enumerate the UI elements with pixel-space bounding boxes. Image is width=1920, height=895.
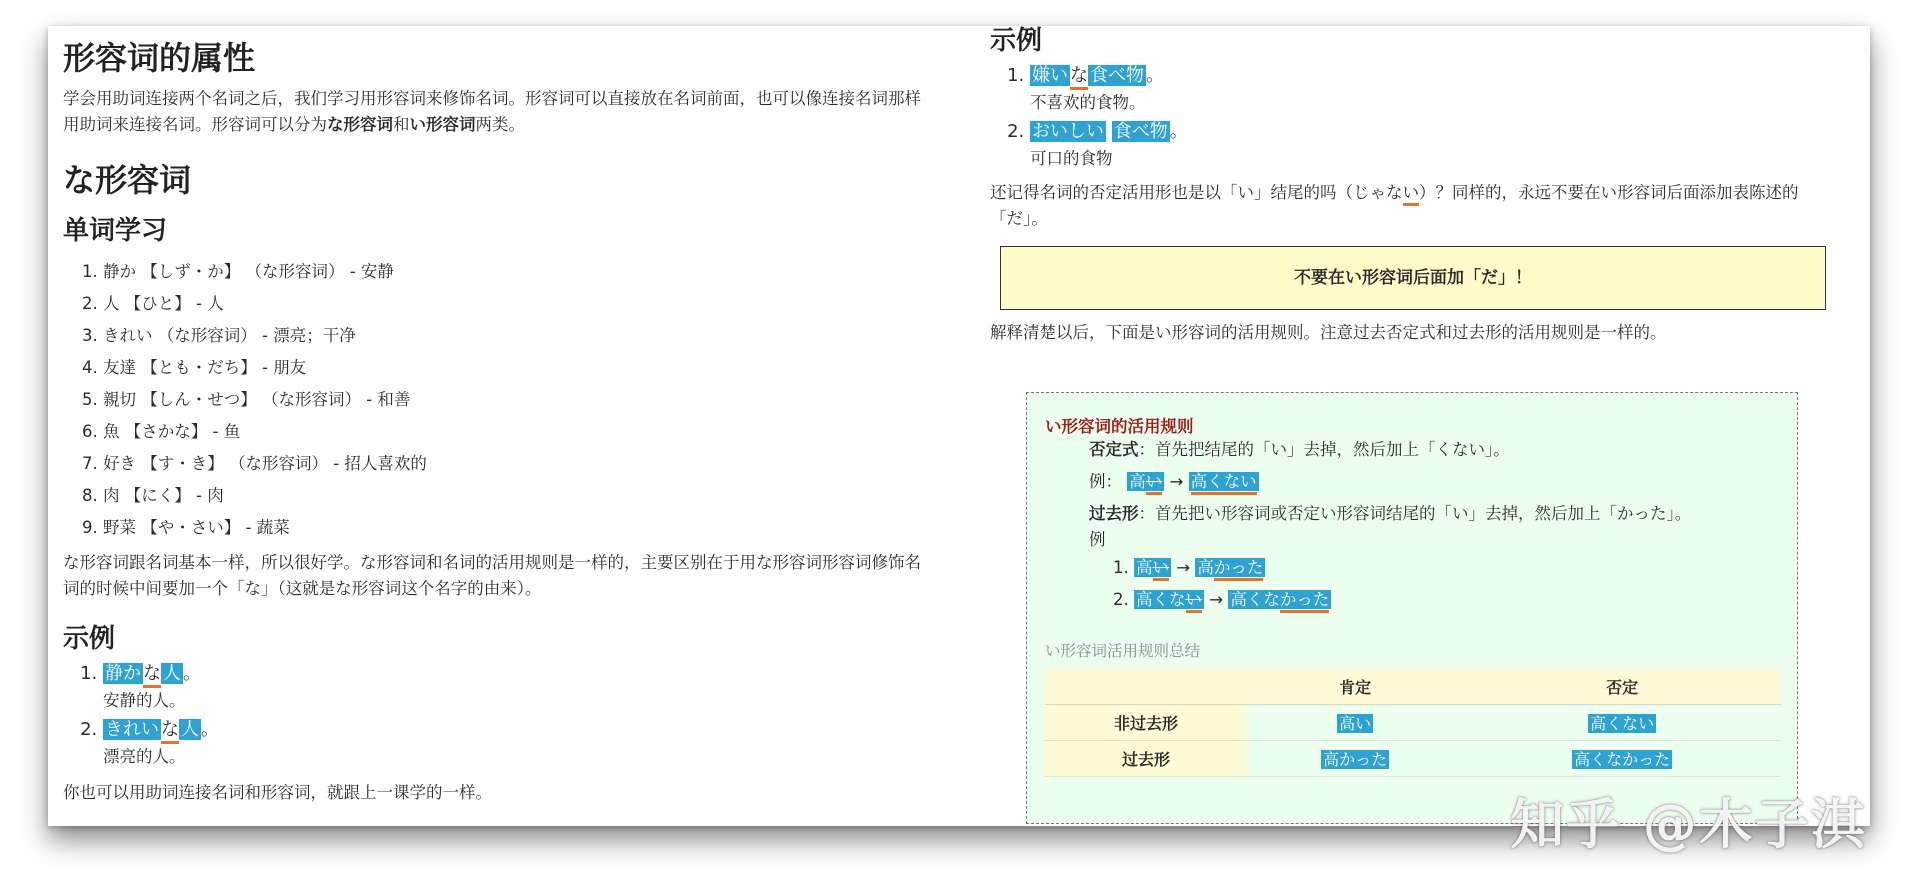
table-cell: 高くなかった: [1463, 741, 1781, 777]
adjective-highlight: 静か: [105, 663, 141, 684]
noun-highlight: 食べ物: [1090, 65, 1144, 86]
noun-highlight: 人: [163, 663, 181, 684]
vocab-item: 5. 親切 【しん・せつ】 （な形容词） - 和善: [103, 384, 923, 416]
section-title-na-adjective: な形容词: [63, 161, 192, 199]
particle-underline: な: [143, 663, 161, 688]
examples-list: [63, 660, 923, 770]
result-highlight: 高くなかった: [1228, 590, 1331, 609]
stem-highlight: 高い: [1127, 472, 1164, 491]
conjugation-rules-box: [1026, 392, 1798, 824]
past-example-label: 例: [1089, 530, 1106, 549]
table-cell: 高かった: [1247, 741, 1463, 777]
negative-rule: 否定式：首先把结尾的「い」去掉，然后加上「くない」。: [1089, 440, 1510, 459]
table-header-cell: 肯定: [1247, 669, 1463, 705]
example-translation: 可口的食物: [1030, 149, 1113, 168]
page-title: 形容词的属性: [63, 39, 256, 77]
example-translation: 漂亮的人。: [103, 747, 186, 766]
document-page: [48, 26, 1870, 826]
na-adjective-description: な形容词跟名词基本一样，所以很好学。な形容词和名词的活用规则是一样的，主要区别在于用な形容词形容词修饰名词的时候中间要加一个「な」（这就是な形容词这个名字的由来）。: [63, 553, 921, 598]
particle-underline: な: [1070, 65, 1088, 90]
vocab-item: 7. 好き 【す・き】 （な形容词） - 招人喜欢的: [103, 448, 923, 480]
result-highlight: 高かった: [1195, 558, 1265, 577]
row-label: 过去形: [1045, 741, 1247, 777]
examples-title: 示例: [63, 624, 116, 654]
adjective-highlight: きれい: [105, 719, 159, 740]
row-label: 非过去形: [1045, 705, 1247, 741]
table-header-row: [1045, 669, 1781, 705]
examples-title-right: 示例: [990, 26, 1043, 56]
rules-title: い形容词的活用规则: [1045, 417, 1194, 436]
stem-highlight: 高い: [1134, 558, 1171, 577]
negative-example: 例： 高い → 高くない: [1089, 469, 1259, 495]
vocab-list: [63, 256, 923, 544]
watermark: 知乎 @木子淇: [1510, 793, 1867, 856]
rules-intro: 解释清楚以后，下面是い形容词的活用规则。注意过去否定式和过去形的活用规则是一样的。: [990, 323, 1667, 342]
vocab-item: 4. 友達 【とも・だち】 - 朋友: [103, 352, 923, 384]
adjective-highlight: 嫌い: [1032, 65, 1068, 86]
vocab-item: 6. 魚 【さかな】 - 鱼: [103, 416, 923, 448]
examples-list-right: [990, 62, 1850, 172]
noun-highlight: 食べ物: [1113, 121, 1168, 142]
vocab-item: 2. 人 【ひと】 - 人: [103, 288, 923, 320]
example-item: 2. おいしい 食べ物 。 可口的食物: [1030, 118, 1850, 172]
example-item: 2. きれい な 人 。 漂亮的人。: [103, 716, 923, 770]
table-cell: 高い: [1247, 705, 1463, 741]
example-item: 1. 嫌い な 食べ物 。 不喜欢的食物。: [1030, 62, 1850, 116]
vocab-title: 单词学习: [63, 216, 168, 246]
table-row: [1045, 741, 1781, 777]
table-row: [1045, 705, 1781, 741]
summary-title: い形容词活用规则总结: [1045, 642, 1201, 660]
left-column: [63, 26, 923, 806]
table-header-cell: 否定: [1463, 669, 1781, 705]
arrow: →: [1169, 472, 1184, 491]
past-rule: 过去形：首先把い形容词或否定い形容词结尾的「い」去掉，然后加上「かった」。: [1089, 504, 1692, 523]
footer-paragraph: 你也可以用助词连接名词和形容词，就跟上一课学的一样。: [63, 783, 492, 802]
conjugation-table: [1045, 669, 1781, 777]
stem-highlight: 高くない: [1134, 590, 1204, 609]
table-header-cell: [1045, 669, 1247, 705]
result-highlight: 高くない: [1189, 472, 1259, 491]
vocab-item: 8. 肉 【にく】 - 肉: [103, 480, 923, 512]
vocab-item: 3. きれい （な形容词） - 漂亮；干净: [103, 320, 923, 352]
warning-box: 不要在い形容词后面加「だ」！: [1000, 246, 1826, 310]
arrow: →: [1209, 590, 1224, 609]
table-cell: 高くない: [1463, 705, 1781, 741]
right-column: [990, 26, 1850, 769]
arrow: →: [1176, 558, 1191, 577]
intro-paragraph: 学会用助词连接两个名词之后，我们学习用形容词来修饰名词。形容词可以直接放在名词前面，也可以像连接名词那样用助词来连接名词。形容词可以分为な形容词和い形容词两类。: [63, 89, 921, 134]
vocab-item: 1. 静か 【しず・か】 （な形容词） - 安静: [103, 256, 923, 288]
past-example-1: 1. 高い → 高かった: [1113, 555, 1265, 581]
particle-underline: な: [161, 719, 179, 744]
past-example-2: 2. 高くない → 高くなかった: [1113, 587, 1331, 613]
example-item: 1. 静か な 人 。 安静的人。: [103, 660, 923, 714]
example-translation: 不喜欢的食物。: [1030, 93, 1146, 112]
noun-highlight: 人: [181, 719, 199, 740]
vocab-item: 9. 野菜 【や・さい】 - 蔬菜: [103, 512, 923, 544]
example-translation: 安静的人。: [103, 691, 186, 710]
adjective-highlight: おいしい: [1032, 121, 1104, 142]
negative-note: 还记得名词的否定活用形也是以「い」结尾的吗（じゃない）？同样的，永远不要在い形容词后面添加表陈述的「だ」。: [990, 183, 1799, 228]
